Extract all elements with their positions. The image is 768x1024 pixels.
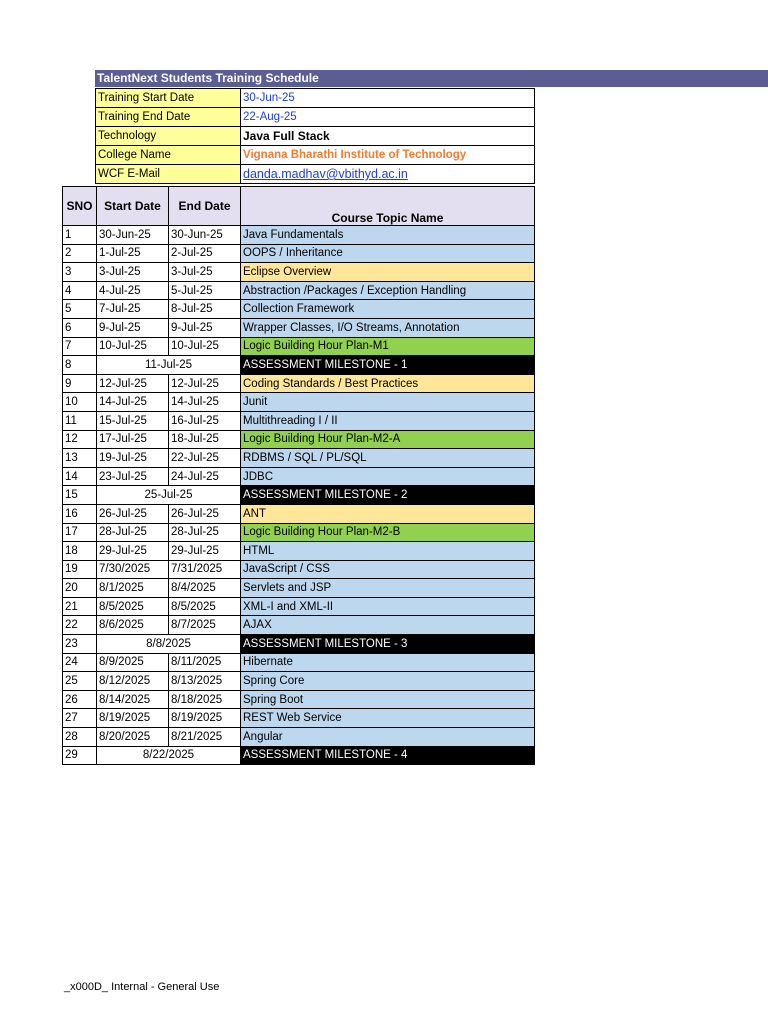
cell-start-date: 30-Jun-25 — [97, 226, 169, 245]
cell-course-topic: Hibernate — [241, 653, 535, 672]
cell-end-date: 12-Jul-25 — [169, 374, 241, 393]
cell-sno: 24 — [63, 653, 97, 672]
schedule-table — [62, 186, 535, 765]
cell-start-date: 4-Jul-25 — [97, 281, 169, 300]
header-end-date: End Date — [169, 187, 241, 226]
cell-end-date: 8/18/2025 — [169, 690, 241, 709]
cell-end-date: 5-Jul-25 — [169, 281, 241, 300]
cell-start-date: 8/20/2025 — [97, 728, 169, 747]
info-row — [96, 165, 535, 184]
cell-sno: 18 — [63, 542, 97, 561]
cell-course-topic: Logic Building Hour Plan-M2-B — [241, 523, 535, 542]
cell-sno: 25 — [63, 672, 97, 691]
info-value-text: 22-Aug-25 — [243, 111, 297, 123]
cell-course-topic: ASSESSMENT MILESTONE - 1 — [241, 356, 535, 375]
cell-start-date: 9-Jul-25 — [97, 318, 169, 337]
cell-start-date: 7/30/2025 — [97, 560, 169, 579]
cell-course-topic: JavaScript / CSS — [241, 560, 535, 579]
cell-end-date: 16-Jul-25 — [169, 411, 241, 430]
table-row — [63, 281, 535, 300]
table-row — [63, 728, 535, 747]
cell-course-topic: OOPS / Inheritance — [241, 244, 535, 263]
table-row — [63, 318, 535, 337]
cell-course-topic: HTML — [241, 542, 535, 561]
cell-start-date: 23-Jul-25 — [97, 467, 169, 486]
cell-end-date: 8/19/2025 — [169, 709, 241, 728]
info-row — [96, 127, 535, 146]
cell-sno: 11 — [63, 411, 97, 430]
info-label: Training End Date — [96, 108, 241, 127]
cell-end-date: 8/7/2025 — [169, 616, 241, 635]
cell-start-date: 7-Jul-25 — [97, 300, 169, 319]
cell-course-topic: Wrapper Classes, I/O Streams, Annotation — [241, 318, 535, 337]
cell-end-date: 28-Jul-25 — [169, 523, 241, 542]
cell-course-topic: AJAX — [241, 616, 535, 635]
table-row — [63, 486, 535, 505]
table-row — [63, 337, 535, 356]
cell-sno: 12 — [63, 430, 97, 449]
table-row — [63, 393, 535, 412]
cell-merged-date: 25-Jul-25 — [97, 486, 241, 505]
cell-start-date: 3-Jul-25 — [97, 263, 169, 282]
cell-sno: 20 — [63, 579, 97, 598]
cell-end-date: 8/11/2025 — [169, 653, 241, 672]
cell-course-topic: Spring Core — [241, 672, 535, 691]
info-value — [241, 165, 535, 184]
cell-start-date: 19-Jul-25 — [97, 449, 169, 468]
table-row — [63, 504, 535, 523]
cell-start-date: 8/5/2025 — [97, 597, 169, 616]
cell-end-date: 24-Jul-25 — [169, 467, 241, 486]
cell-end-date: 22-Jul-25 — [169, 449, 241, 468]
cell-course-topic: Spring Boot — [241, 690, 535, 709]
cell-course-topic: Servlets and JSP — [241, 579, 535, 598]
cell-end-date: 29-Jul-25 — [169, 542, 241, 561]
table-row — [63, 746, 535, 765]
cell-start-date: 26-Jul-25 — [97, 504, 169, 523]
cell-start-date: 14-Jul-25 — [97, 393, 169, 412]
cell-course-topic: Logic Building Hour Plan-M1 — [241, 337, 535, 356]
cell-course-topic: ASSESSMENT MILESTONE - 2 — [241, 486, 535, 505]
cell-sno: 15 — [63, 486, 97, 505]
cell-sno: 10 — [63, 393, 97, 412]
info-row — [96, 89, 535, 108]
cell-sno: 5 — [63, 300, 97, 319]
cell-end-date: 10-Jul-25 — [169, 337, 241, 356]
info-value — [241, 146, 535, 165]
table-row — [63, 653, 535, 672]
cell-end-date: 8/5/2025 — [169, 597, 241, 616]
table-row — [63, 244, 535, 263]
footer-classification: _x000D_ Internal - General Use — [64, 981, 220, 993]
cell-sno: 27 — [63, 709, 97, 728]
cell-end-date: 2-Jul-25 — [169, 244, 241, 263]
info-value — [241, 89, 535, 108]
cell-end-date: 8/13/2025 — [169, 672, 241, 691]
cell-end-date: 3-Jul-25 — [169, 263, 241, 282]
cell-sno: 8 — [63, 356, 97, 375]
table-row — [63, 263, 535, 282]
cell-course-topic: Abstraction /Packages / Exception Handling — [241, 281, 535, 300]
info-value — [241, 127, 535, 146]
cell-sno: 23 — [63, 635, 97, 654]
cell-sno: 14 — [63, 467, 97, 486]
cell-course-topic: ANT — [241, 504, 535, 523]
cell-sno: 17 — [63, 523, 97, 542]
table-row — [63, 616, 535, 635]
cell-sno: 9 — [63, 374, 97, 393]
cell-course-topic: Java Fundamentals — [241, 226, 535, 245]
cell-sno: 16 — [63, 504, 97, 523]
cell-course-topic: Logic Building Hour Plan-M2-A — [241, 430, 535, 449]
cell-end-date: 9-Jul-25 — [169, 318, 241, 337]
table-row — [63, 523, 535, 542]
cell-course-topic: Junit — [241, 393, 535, 412]
cell-start-date: 8/14/2025 — [97, 690, 169, 709]
cell-start-date: 12-Jul-25 — [97, 374, 169, 393]
cell-sno: 3 — [63, 263, 97, 282]
cell-end-date: 8/21/2025 — [169, 728, 241, 747]
cell-end-date: 30-Jun-25 — [169, 226, 241, 245]
cell-start-date: 10-Jul-25 — [97, 337, 169, 356]
cell-start-date: 15-Jul-25 — [97, 411, 169, 430]
info-row — [96, 108, 535, 127]
cell-course-topic: Eclipse Overview — [241, 263, 535, 282]
cell-course-topic: XML-I and XML-II — [241, 597, 535, 616]
cell-start-date: 8/9/2025 — [97, 653, 169, 672]
table-row — [63, 579, 535, 598]
cell-merged-date: 8/8/2025 — [97, 635, 241, 654]
cell-end-date: 14-Jul-25 — [169, 393, 241, 412]
info-label: WCF E-Mail — [96, 165, 241, 184]
cell-course-topic: JDBC — [241, 467, 535, 486]
info-table — [95, 88, 535, 184]
cell-start-date: 8/19/2025 — [97, 709, 169, 728]
info-label: Technology — [96, 127, 241, 146]
info-value-text: Vignana Bharathi Institute of Technology — [243, 149, 467, 161]
cell-course-topic: ASSESSMENT MILESTONE - 3 — [241, 635, 535, 654]
cell-start-date: 8/6/2025 — [97, 616, 169, 635]
cell-sno: 1 — [63, 226, 97, 245]
table-row — [63, 690, 535, 709]
info-row — [96, 146, 535, 165]
cell-sno: 19 — [63, 560, 97, 579]
header-start-date: Start Date — [97, 187, 169, 226]
cell-start-date: 8/1/2025 — [97, 579, 169, 598]
table-row — [63, 635, 535, 654]
cell-end-date: 26-Jul-25 — [169, 504, 241, 523]
info-label: College Name — [96, 146, 241, 165]
cell-end-date: 8/4/2025 — [169, 579, 241, 598]
cell-end-date: 18-Jul-25 — [169, 430, 241, 449]
cell-course-topic: RDBMS / SQL / PL/SQL — [241, 449, 535, 468]
cell-sno: 28 — [63, 728, 97, 747]
table-row — [63, 542, 535, 561]
cell-start-date: 28-Jul-25 — [97, 523, 169, 542]
cell-course-topic: Collection Framework — [241, 300, 535, 319]
cell-merged-date: 11-Jul-25 — [97, 356, 241, 375]
table-row — [63, 467, 535, 486]
cell-course-topic: REST Web Service — [241, 709, 535, 728]
table-row — [63, 449, 535, 468]
info-value — [241, 108, 535, 127]
cell-sno: 4 — [63, 281, 97, 300]
email-link[interactable]: danda.madhav@vbithyd.ac.in — [243, 167, 408, 181]
cell-start-date: 1-Jul-25 — [97, 244, 169, 263]
sheet-title: TalentNext Students Training Schedule — [97, 71, 319, 85]
cell-course-topic: ASSESSMENT MILESTONE - 4 — [241, 746, 535, 765]
table-row — [63, 374, 535, 393]
cell-sno: 6 — [63, 318, 97, 337]
cell-sno: 22 — [63, 616, 97, 635]
cell-start-date: 17-Jul-25 — [97, 430, 169, 449]
table-row — [63, 430, 535, 449]
cell-sno: 7 — [63, 337, 97, 356]
cell-sno: 29 — [63, 746, 97, 765]
table-row — [63, 560, 535, 579]
table-row — [63, 356, 535, 375]
table-row — [63, 672, 535, 691]
cell-start-date: 29-Jul-25 — [97, 542, 169, 561]
info-value-text: 30-Jun-25 — [243, 92, 295, 104]
info-label: Training Start Date — [96, 89, 241, 108]
header-course-topic: Course Topic Name — [241, 187, 535, 226]
cell-course-topic: Multithreading I / II — [241, 411, 535, 430]
cell-sno: 13 — [63, 449, 97, 468]
table-row — [63, 709, 535, 728]
cell-merged-date: 8/22/2025 — [97, 746, 241, 765]
cell-start-date: 8/12/2025 — [97, 672, 169, 691]
header-sno: SNO — [63, 187, 97, 226]
cell-course-topic: Coding Standards / Best Practices — [241, 374, 535, 393]
schedule-header-row — [63, 187, 535, 226]
table-row — [63, 597, 535, 616]
cell-end-date: 8-Jul-25 — [169, 300, 241, 319]
cell-sno: 21 — [63, 597, 97, 616]
cell-sno: 26 — [63, 690, 97, 709]
info-value-text: Java Full Stack — [243, 129, 330, 143]
table-row — [63, 226, 535, 245]
cell-course-topic: Angular — [241, 728, 535, 747]
cell-sno: 2 — [63, 244, 97, 263]
table-row — [63, 300, 535, 319]
cell-end-date: 7/31/2025 — [169, 560, 241, 579]
table-row — [63, 411, 535, 430]
